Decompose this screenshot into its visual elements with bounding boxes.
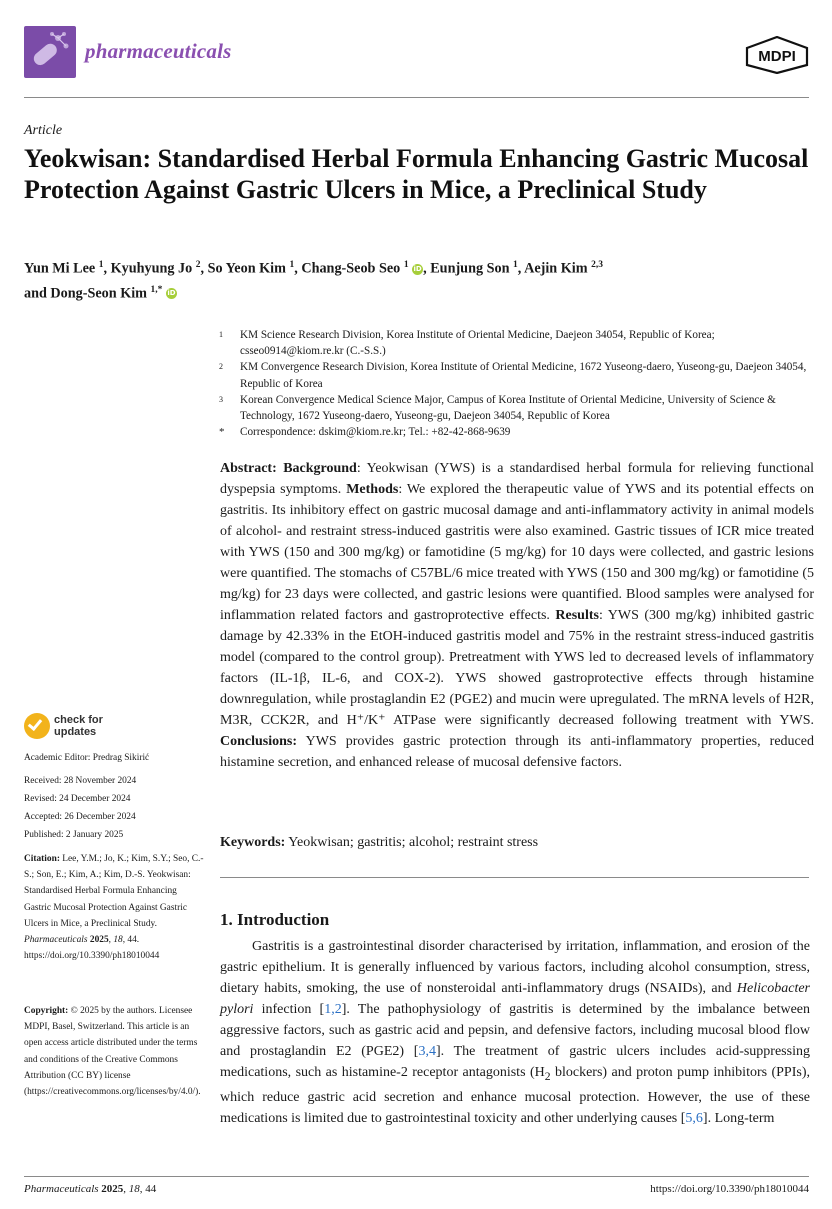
author-affil: 1: [403, 260, 409, 270]
section-heading: 1. Introduction: [220, 910, 330, 929]
journal-name[interactable]: pharmaceuticals: [85, 39, 232, 63]
orcid-icon[interactable]: iD: [167, 289, 176, 298]
author-name: Yun Mi Lee: [24, 260, 96, 277]
article-title: Yeokwisan: Standardised Herbal Formula Enhancing Gastric Mucosal Protection Against Gastric Ulcers in Mice, a Preclinical Study: [24, 144, 809, 204]
author-affil: 2,3: [591, 260, 603, 270]
publisher-name: MDPI: [758, 48, 796, 65]
header-divider: [24, 97, 809, 98]
author-name: Kyuhyung Jo: [110, 260, 193, 277]
author-affil: 2: [195, 260, 201, 270]
author-name: and Dong-Seon Kim: [24, 285, 147, 302]
author-affil: 1: [289, 260, 295, 270]
date-received: Received: 28 November 2024: [24, 776, 137, 786]
copyright-block: Copyright: © 2025 by the authors. Licensee MDPI, Basel, Switzerland. This article is an open access article distributed under the terms and conditions of the Creative Commons Attribution (CC BY) license (https://creativecommons.org/licenses/by/4.0/).: [24, 1006, 201, 1098]
author-name: Aejin Kim: [524, 260, 588, 277]
abstract: Abstract: Background: Yeokwisan (YWS) is a standardised herbal formula for relieving functional dyspepsia symptoms. Methods: We explored the therapeutic value of YWS and its potential effects on gastritis. Its inhibitory effect on gastric mucosal damage and anti-inflammatory activity in animal models of alcohol- and restraint stress-induced gastritis were also examined. Gastric tissues of ICR mice treated with YWS (150 and 300 mg/kg) or famotidine (5 mg/kg) for 10 days were collected, and gastric lesions were quantified. The stomachs of C57BL/6 mice treated with YWS (150 and 300 mg/kg) or famotidine (5 mg/kg) for 23 days were collected, and gastric lesions were quantified. Blood samples were analysed for inflammation related factors and gastroprotective effects. Results: YWS (300 mg/kg) inhibited gastric damage by 42.33% in the EtOH-induced gastritis model and 75% in the restraint stress-induced gastritis model (compared to the control group). Pretreatment with YWS led to decreased levels of inflammatory factors (IL-1β, IL-6, and COX-2). YWS showed gastroprotective effects through histamine downregulation, while prostaglandin E2 (PGE2) and mucin were upregulated. The mRNA levels of H2R, M3R, CCK2R, and H⁺/K⁺ ATPase were significantly decreased following treatment with YWS. Conclusions: YWS provides gastric protection through its anti-inflammatory properties, reduced histamine secretion, and enhanced release of mucosal defensive factors.: [220, 461, 815, 770]
date-revised: Revised: 24 December 2024: [24, 794, 131, 804]
citation-link[interactable]: 5,6: [685, 1110, 703, 1126]
journal-logo: [24, 26, 76, 78]
academic-editor: Academic Editor: Predrag Sikirić: [24, 753, 150, 763]
orcid-icon[interactable]: iD: [413, 264, 422, 273]
author-affil: 1: [513, 260, 518, 270]
affiliation-item: 1 KM Science Research Division, Korea Institute of Oriental Medicine, Daejeon 34054, Republic of Korea; csseo0914@kiom.re.kr (C.-S.S.): [219, 329, 715, 358]
check-for-updates-button[interactable]: check for updates: [24, 713, 134, 741]
author-name: Eunjung Son: [430, 260, 510, 277]
citation-link[interactable]: 3,4: [418, 1044, 436, 1059]
keywords: Keywords: Yeokwisan; gastritis; alcohol; restraint stress: [220, 835, 539, 850]
date-published: Published: 2 January 2025: [24, 830, 124, 840]
footer-doi[interactable]: https://doi.org/10.3390/ph18010044: [650, 1183, 809, 1195]
mdpi-logo-icon[interactable]: [745, 36, 809, 74]
author-list: Yun Mi Lee $^1$, Kyuhyung Jo $^2$, So Yeon Kim $^1$, Chang-Seob Seo $^1$ iD, Eunjung Son $^1$, Aejin Kim $^{2,3}$ and Dong-Seon Kim $^{1,*}$ iD: [24, 260, 603, 302]
citation-block: Citation: Lee, Y.M.; Jo, K.; Kim, S.Y.; Seo, C.-S.; Son, E.; Kim, A.; Kim, D.-S. Yeokwisan: Standardised Herbal Formula Enhancing Gastric Mucosal Protection Against Gastric Ulcers in Mice, a Preclinical Study. Pharmaceuticals 2025, 18, 44. https://doi.org/10.3390/ph18010044: [24, 854, 204, 962]
affiliation-item: 3 Korean Convergence Medical Science Major, Campus of Korea Institute of Oriental Medicine, University of Science & Technology, 1672 Yuseong-daero, Yuseong-gu, Daejeon 34054, Republic of Korea: [219, 393, 776, 423]
affiliations: [219, 327, 814, 440]
author-affil: 1: [98, 260, 104, 270]
affiliation-item: 2 KM Convergence Research Division, Korea Institute of Oriental Medicine, 1672 Yuseong-daero, Yuseong-gu, Daejeon 34054, Republic of Korea: [219, 361, 807, 390]
citation-link[interactable]: 1,2: [324, 1002, 342, 1017]
author-affil: 1,*: [150, 284, 163, 295]
date-accepted: Accepted: 26 December 2024: [24, 812, 136, 822]
article-type: Article: [24, 123, 63, 138]
footer-divider: [24, 1176, 809, 1177]
author-name: So Yeon Kim: [207, 260, 286, 277]
section-divider: [220, 877, 809, 878]
correspondence: * Correspondence: dskim@kiom.re.kr; Tel.: +82-42-868-9639: [219, 426, 511, 439]
checkmark-icon: [24, 713, 50, 739]
author-name: Chang-Seob Seo: [301, 260, 401, 277]
introduction-paragraph: Gastritis is a gastrointestinal disorder characterised by irritation, inflammation, and erosion of the gastric epithelium. It is generally influenced by various factors, including alcohol consumption, stress, dietary habits, smoking, the use of nonsteroidal anti-inflammatory drugs (NSAIDs), and Helicobacter pylori infection [1,2]. The pathophysiology of gastritis is determined by the imbalance between aggressive factors, such as gastric acid and pepsin, and defensive factors, including mucosal blood flow and prostaglandin E2 (PGE2) [3,4]. The treatment of gastric ulcers includes acid-suppressing medications, such as histamine-2 receptor antagonists ($H_2$ blockers) and proton pump inhibitors (PPIs), which reduce gastric acid secretion and enhance mucosal protection. However, the use of these medications is limited due to gastrointestinal toxicity and other underlying causes [5,6]. Long-term: [220, 939, 810, 1126]
footer-citation: Pharmaceuticals 2025, 18, 44: [24, 1183, 157, 1195]
